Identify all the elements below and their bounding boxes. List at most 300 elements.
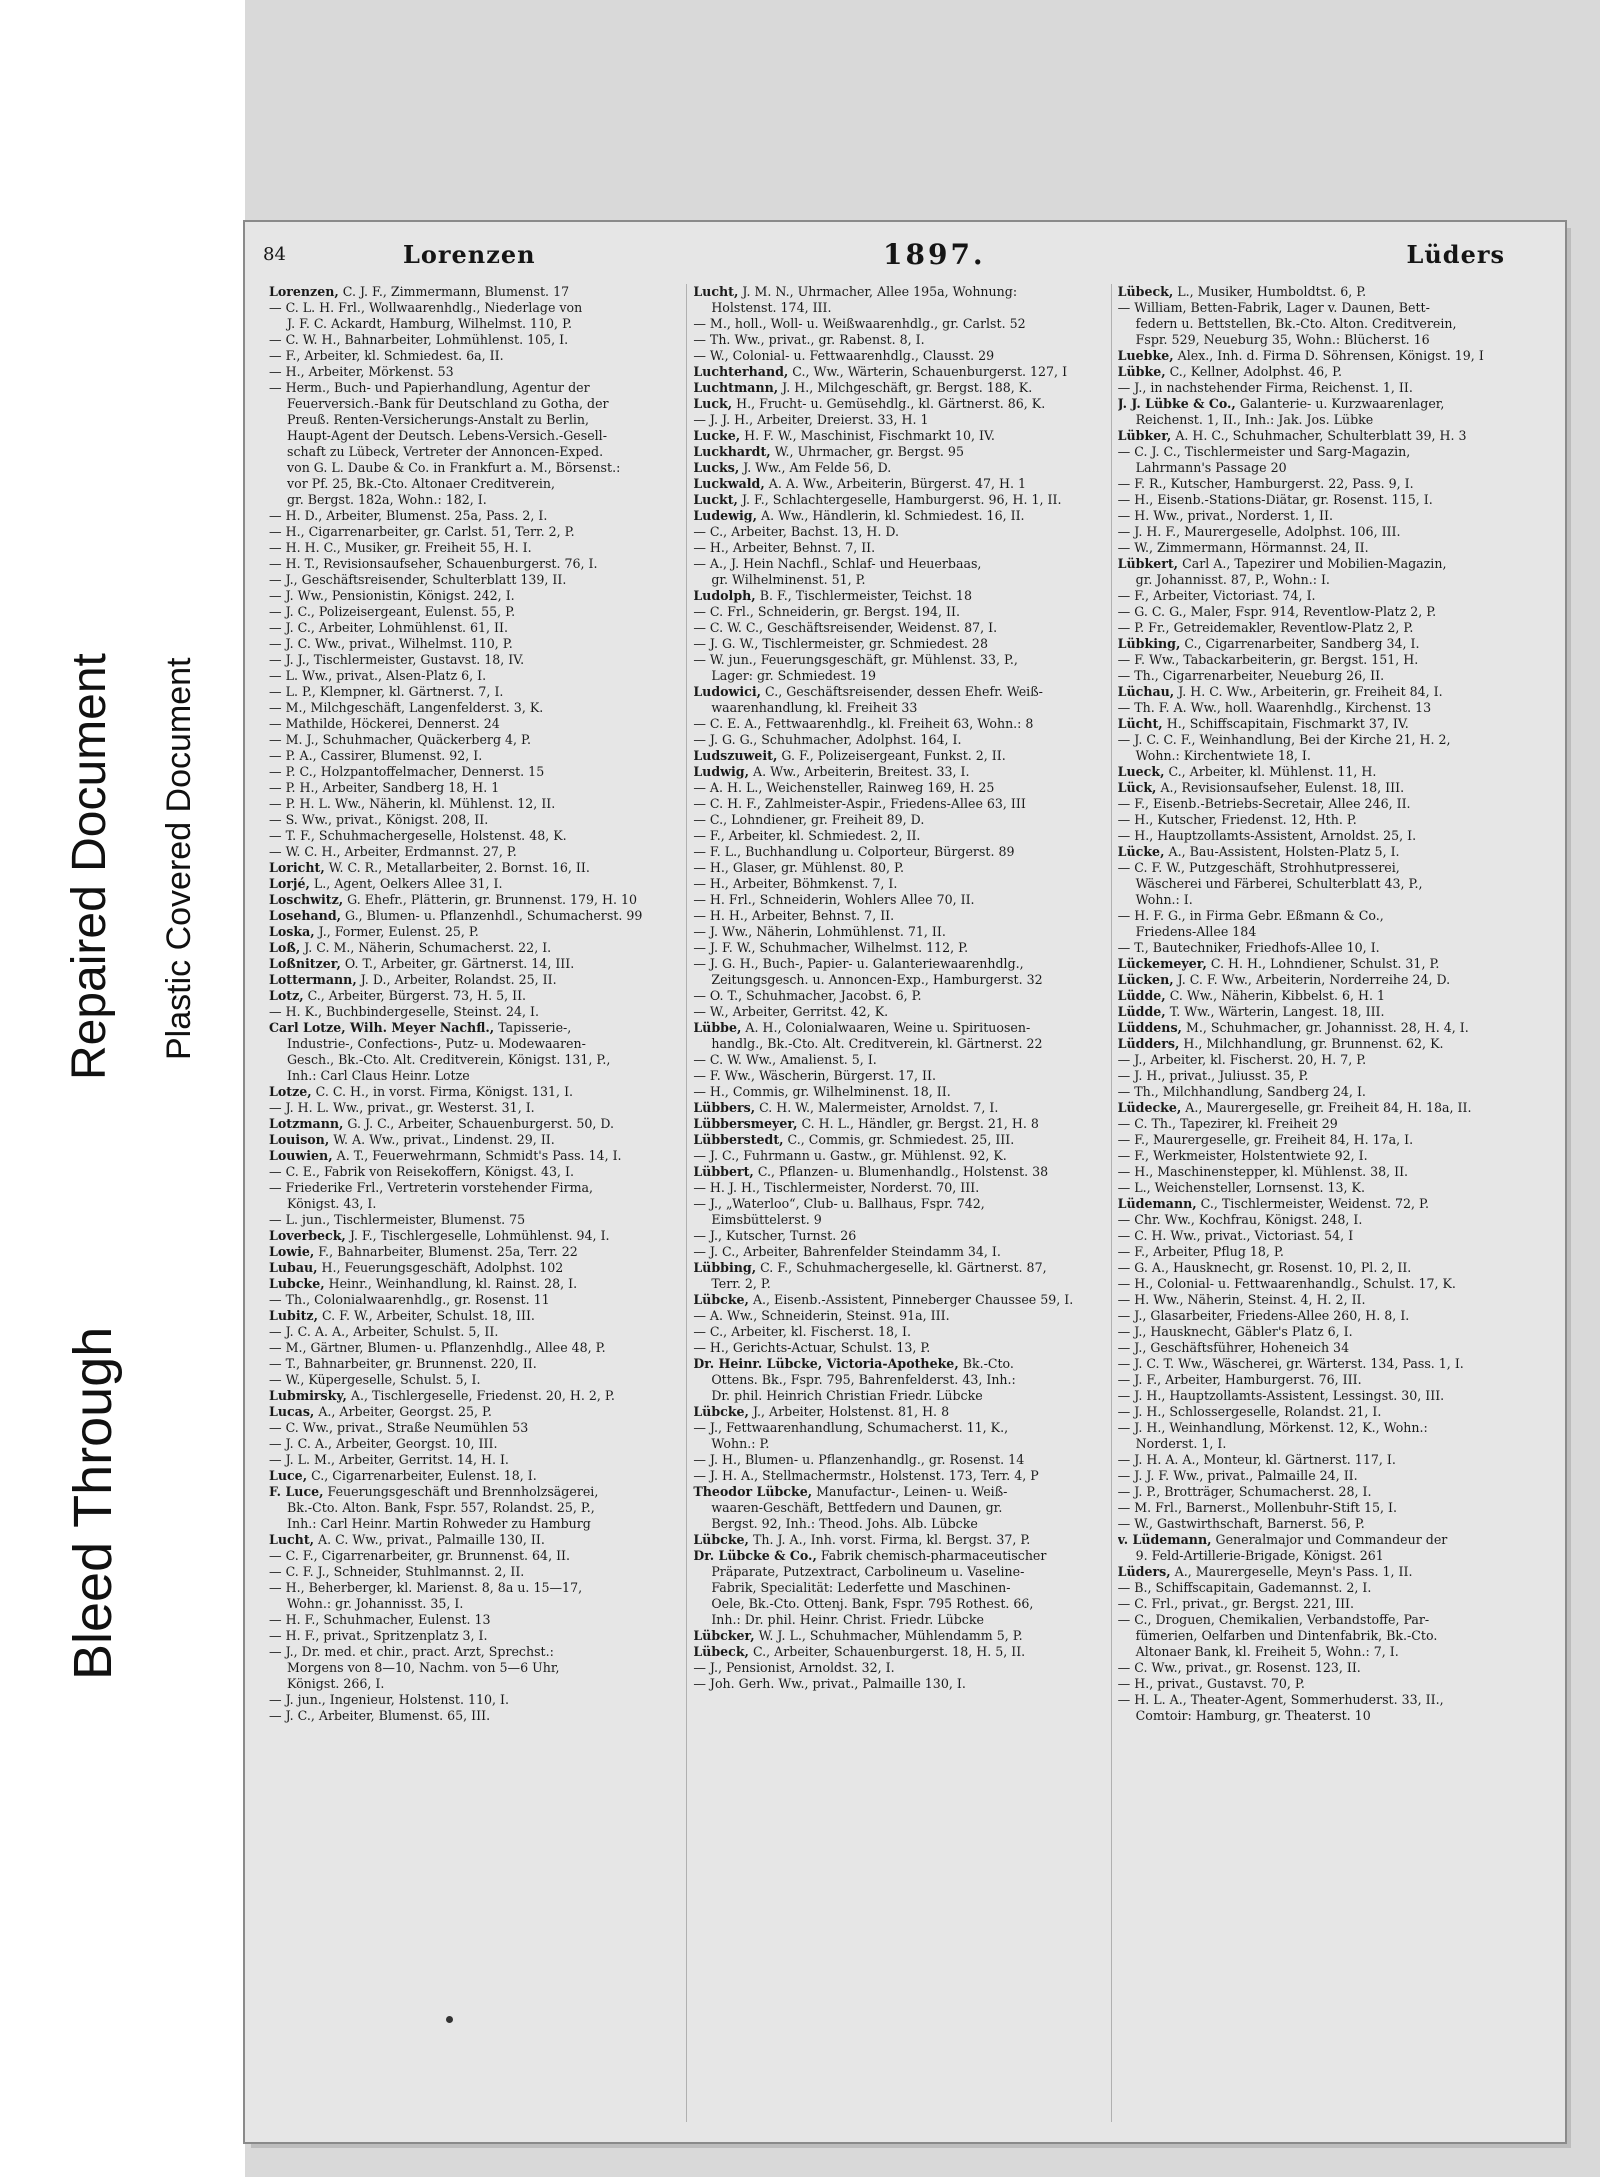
entry-text: — J., Dr. med. et chir., pract. Arzt, Sprechst.: bbox=[269, 1644, 554, 1659]
directory-entry bbox=[269, 1708, 680, 1724]
entry-text: C. H. H., Lohndiener, Schulst. 31, P. bbox=[1206, 956, 1440, 971]
directory-entry bbox=[693, 348, 1104, 364]
directory-entry bbox=[1118, 812, 1529, 828]
directory-entry bbox=[1118, 572, 1529, 588]
entry-surname: Lübeck, bbox=[1117, 284, 1174, 299]
entry-text: — A., J. Hein Nachfl., Schlaf- und Heuerbaas, bbox=[693, 556, 982, 571]
year-heading: 1897. bbox=[883, 238, 986, 271]
directory-entry bbox=[1118, 1324, 1529, 1340]
entry-text: J. Ww., Am Felde 56, D. bbox=[739, 460, 892, 475]
entry-text: W., Uhrmacher, gr. Bergst. 95 bbox=[770, 444, 964, 459]
entry-surname: Loß, bbox=[269, 940, 301, 955]
directory-entry bbox=[269, 428, 680, 444]
entry-surname: Lucas, bbox=[269, 1404, 315, 1419]
entry-text: A., Maurergeselle, Meyn's Pass. 1, II. bbox=[1170, 1564, 1413, 1579]
directory-entry bbox=[269, 444, 680, 460]
directory-entry bbox=[1118, 908, 1529, 924]
directory-entry bbox=[269, 1036, 680, 1052]
directory-entry bbox=[693, 780, 1104, 796]
entry-text: — C., Arbeiter, kl. Fischerst. 18, I. bbox=[693, 1324, 912, 1339]
entry-text: — J. C., Arbeiter, Bahrenfelder Steindamm 34, I. bbox=[693, 1244, 1001, 1259]
entry-text: — J. P., Brotträger, Schumacherst. 28, I. bbox=[1117, 1484, 1372, 1499]
directory-entry bbox=[269, 1596, 680, 1612]
entry-text: T. Ww., Wärterin, Langest. 18, III. bbox=[1165, 1004, 1385, 1019]
directory-entry bbox=[269, 1212, 680, 1228]
entry-text: — J. L. M., Arbeiter, Gerritst. 14, H. I. bbox=[269, 1452, 509, 1467]
entry-text: — J. C., Polizeisergeant, Eulenst. 55, P. bbox=[269, 604, 516, 619]
directory-entry bbox=[693, 1468, 1104, 1484]
entry-text: — S. Ww., privat., Königst. 208, II. bbox=[269, 812, 489, 827]
entry-text: J. D., Arbeiter, Rolandst. 25, II. bbox=[356, 972, 557, 987]
directory-entry bbox=[1118, 876, 1529, 892]
directory-entry bbox=[269, 636, 680, 652]
entry-text: — H. H., Arbeiter, Behnst. 7, II. bbox=[693, 908, 895, 923]
entry-text: — H., Commis, gr. Wilhelminenst. 18, II. bbox=[693, 1084, 951, 1099]
directory-entry bbox=[1118, 1036, 1529, 1052]
directory-entry bbox=[1118, 924, 1529, 940]
directory-entry bbox=[269, 924, 680, 940]
entry-text: — P. H., Arbeiter, Sandberg 18, H. 1 bbox=[269, 780, 500, 795]
entry-surname: Lorjé, bbox=[269, 876, 310, 891]
entry-text: — William, Betten-Fabrik, Lager v. Daunen, Bett- bbox=[1117, 300, 1430, 315]
directory-entry bbox=[693, 796, 1104, 812]
directory-entry bbox=[1118, 1436, 1529, 1452]
entry-text: waarenhandlung, kl. Freiheit 33 bbox=[711, 700, 918, 715]
entry-text: — A. Ww., Schneiderin, Steinst. 91a, III. bbox=[693, 1308, 950, 1323]
directory-entry bbox=[693, 956, 1104, 972]
entry-text: Wohn.: I. bbox=[1135, 892, 1193, 907]
directory-entry bbox=[1118, 348, 1529, 364]
directory-entry bbox=[1118, 860, 1529, 876]
entry-text: — F., Werkmeister, Holstentwiete 92, I. bbox=[1117, 1148, 1368, 1163]
directory-entry bbox=[269, 1548, 680, 1564]
directory-entry bbox=[693, 1116, 1104, 1132]
directory-entry bbox=[1118, 1660, 1529, 1676]
entry-text: A. A. Ww., Arbeiterin, Bürgerst. 47, H. 1 bbox=[764, 476, 1026, 491]
directory-entry bbox=[269, 1148, 680, 1164]
entry-text: — W., Colonial- u. Fettwaarenhdlg., Clausst. 29 bbox=[693, 348, 995, 363]
running-head-left: Lorenzen bbox=[403, 240, 536, 269]
directory-entry bbox=[693, 972, 1104, 988]
entry-text: — H. T., Revisionsaufseher, Schauenburgerst. 76, I. bbox=[269, 556, 598, 571]
directory-entry bbox=[1118, 524, 1529, 540]
entry-text: — J., Arbeiter, kl. Fischerst. 20, H. 7, P. bbox=[1117, 1052, 1367, 1067]
directory-entry bbox=[269, 572, 680, 588]
directory-entry bbox=[693, 716, 1104, 732]
directory-entry bbox=[693, 940, 1104, 956]
directory-entry bbox=[269, 908, 680, 924]
directory-entry bbox=[269, 1196, 680, 1212]
entry-text: C., Tischlermeister, Weidenst. 72, P. bbox=[1196, 1196, 1429, 1211]
entry-text: — F. Ww., Tabackarbeiterin, gr. Bergst. 151, H. bbox=[1117, 652, 1419, 667]
entry-text: — H., Eisenb.-Stations-Diätar, gr. Rosenst. 115, I. bbox=[1117, 492, 1433, 507]
directory-entry bbox=[269, 1484, 680, 1500]
entry-surname: Lübcker, bbox=[693, 1628, 755, 1643]
directory-entry bbox=[269, 1308, 680, 1324]
entry-text: gr. Bergst. 182a, Wohn.: 182, I. bbox=[287, 492, 487, 507]
directory-entry bbox=[1118, 380, 1529, 396]
directory-entry bbox=[269, 1228, 680, 1244]
entry-text: A., Revisionsaufseher, Eulenst. 18, III. bbox=[1156, 780, 1405, 795]
page-header bbox=[263, 238, 1535, 278]
entry-text: — H., Kutscher, Friedenst. 12, Hth. P. bbox=[1117, 812, 1357, 827]
entry-surname: Loßnitzer, bbox=[269, 956, 341, 971]
entry-text: A., Bau-Assistent, Holsten-Platz 5, I. bbox=[1164, 844, 1400, 859]
entry-text: vor Pf. 25, Bk.-Cto. Altonaer Creditverein, bbox=[287, 476, 555, 491]
directory-entry bbox=[693, 508, 1104, 524]
entry-text: schaft zu Lübeck, Vertreter der Annoncen-Exped. bbox=[287, 444, 604, 459]
entry-text: G. J. C., Arbeiter, Schauenburgerst. 50, D. bbox=[343, 1116, 615, 1131]
entry-text: — J. H., Weinhandlung, Mörkenst. 12, K., Wohn.: bbox=[1117, 1420, 1428, 1435]
directory-entry bbox=[269, 844, 680, 860]
entry-text: — A. H. L., Weichensteller, Rainweg 169, H. 25 bbox=[693, 780, 995, 795]
entry-text: Comtoir: Hamburg, gr. Theaterst. 10 bbox=[1135, 1708, 1371, 1723]
directory-entry bbox=[693, 700, 1104, 716]
entry-surname: Louwien, bbox=[269, 1148, 333, 1163]
entry-text: Gesch., Bk.-Cto. Alt. Creditverein, Königst. 131, P., bbox=[287, 1052, 611, 1067]
entry-surname: Lüddens, bbox=[1117, 1020, 1182, 1035]
entry-text: Eimsbüttelerst. 9 bbox=[711, 1212, 822, 1227]
directory-entry bbox=[1118, 748, 1529, 764]
entry-text: Zeitungsgesch. u. Annoncen-Exp., Hamburgerst. 32 bbox=[711, 972, 1043, 987]
directory-entry bbox=[693, 1420, 1104, 1436]
directory-entry bbox=[693, 1580, 1104, 1596]
entry-text: O. T., Arbeiter, gr. Gärtnerst. 14, III. bbox=[340, 956, 575, 971]
entry-surname: Lückemeyer, bbox=[1117, 956, 1207, 971]
directory-entry bbox=[693, 764, 1104, 780]
entry-surname: Lübcke, bbox=[693, 1532, 749, 1547]
entry-text: Galanterie- u. Kurzwaarenlager, bbox=[1235, 396, 1445, 411]
directory-entry bbox=[693, 876, 1104, 892]
entry-text: — C. Ww., privat., gr. Rosenst. 123, II. bbox=[1117, 1660, 1361, 1675]
entry-text: — H., Gerichts-Actuar, Schulst. 13, P. bbox=[693, 1340, 931, 1355]
entry-text: — J. C. A., Arbeiter, Georgst. 10, III. bbox=[269, 1436, 498, 1451]
entry-text: — H. J. H., Tischlermeister, Norderst. 70, III. bbox=[693, 1180, 980, 1195]
entry-surname: Luchterhand, bbox=[693, 364, 789, 379]
directory-entry bbox=[693, 1660, 1104, 1676]
entry-surname: Lübbe, bbox=[693, 1020, 742, 1035]
directory-entry bbox=[1118, 780, 1529, 796]
directory-entry bbox=[693, 1532, 1104, 1548]
directory-entry bbox=[269, 940, 680, 956]
entry-text: Inh.: Carl Heinr. Martin Rohweder zu Hamburg bbox=[287, 1516, 591, 1531]
entry-text: M., Schuhmacher, gr. Johannisst. 28, H. 4, I. bbox=[1181, 1020, 1469, 1035]
entry-text: J. F. C. Ackardt, Hamburg, Wilhelmst. 110, P. bbox=[287, 316, 572, 331]
entry-text: — W., Küpergeselle, Schulst. 5, I. bbox=[269, 1372, 481, 1387]
entry-surname: Loverbeck, bbox=[269, 1228, 346, 1243]
entry-text: gr. Johannisst. 87, P., Wohn.: I. bbox=[1135, 572, 1330, 587]
directory-entry bbox=[693, 1340, 1104, 1356]
entry-surname: Lucht, bbox=[693, 284, 739, 299]
entry-surname: Ludewig, bbox=[693, 508, 757, 523]
directory-entry bbox=[269, 1180, 680, 1196]
entry-surname: Luckhardt, bbox=[693, 444, 771, 459]
entry-text: — P. A., Cassirer, Blumenst. 92, I. bbox=[269, 748, 483, 763]
directory-entry bbox=[269, 1052, 680, 1068]
directory-entry bbox=[1118, 1052, 1529, 1068]
directory-entry bbox=[693, 636, 1104, 652]
directory-entry bbox=[693, 1564, 1104, 1580]
directory-entry bbox=[269, 812, 680, 828]
directory-entry bbox=[269, 364, 680, 380]
entry-text: Fabrik, Specialität: Lederfette und Maschinen- bbox=[711, 1580, 1011, 1595]
entry-text: Haupt-Agent der Deutsch. Lebens-Versich.-Gesell- bbox=[287, 428, 607, 443]
entry-text: — H. Ww., Näherin, Steinst. 4, H. 2, II. bbox=[1117, 1292, 1366, 1307]
entry-surname: Lübberstedt, bbox=[693, 1132, 784, 1147]
entry-text: J. H. C. Ww., Arbeiterin, gr. Freiheit 84, I. bbox=[1174, 684, 1443, 699]
entry-text: — F., Arbeiter, Pflug 18, P. bbox=[1117, 1244, 1284, 1259]
entry-text: — H., Maschinenstepper, kl. Mühlenst. 38, II. bbox=[1117, 1164, 1409, 1179]
entry-surname: Luebke, bbox=[1117, 348, 1174, 363]
entry-text: J., Former, Eulenst. 25, P. bbox=[314, 924, 479, 939]
entry-text: — M., Milchgeschäft, Langenfelderst. 3, K. bbox=[269, 700, 544, 715]
directory-entry bbox=[1118, 1148, 1529, 1164]
directory-entry bbox=[693, 1644, 1104, 1660]
entry-text: — J. H. L. Ww., privat., gr. Westerst. 31, I. bbox=[269, 1100, 535, 1115]
directory-entry bbox=[1118, 1100, 1529, 1116]
directory-entry bbox=[269, 284, 680, 300]
directory-entry bbox=[693, 1196, 1104, 1212]
entry-text: — J. C. C. F., Weinhandlung, Bei der Kirche 21, H. 2, bbox=[1117, 732, 1451, 747]
entry-text: — L. P., Klempner, kl. Gärtnerst. 7, I. bbox=[269, 684, 504, 699]
directory-entry bbox=[269, 1164, 680, 1180]
entry-text: A., Tischlergeselle, Friedenst. 20, H. 2, P. bbox=[346, 1388, 615, 1403]
directory-entry bbox=[693, 1516, 1104, 1532]
directory-entry bbox=[693, 1324, 1104, 1340]
directory-entry bbox=[1118, 1708, 1529, 1724]
directory-entry bbox=[1118, 460, 1529, 476]
margin-area bbox=[0, 0, 245, 2177]
directory-entry bbox=[269, 1020, 680, 1036]
directory-columns bbox=[263, 284, 1535, 2122]
directory-entry bbox=[1118, 1388, 1529, 1404]
entry-surname: Lüdecke, bbox=[1117, 1100, 1182, 1115]
directory-entry bbox=[693, 556, 1104, 572]
scanned-page bbox=[245, 222, 1565, 2142]
entry-text: — F., Maurergeselle, gr. Freiheit 84, H. 17a, I. bbox=[1117, 1132, 1414, 1147]
entry-text: — L., Weichensteller, Lornsenst. 13, K. bbox=[1117, 1180, 1365, 1195]
entry-text: — J. F., Arbeiter, Hamburgerst. 76, III. bbox=[1117, 1372, 1362, 1387]
directory-entry bbox=[693, 1676, 1104, 1692]
directory-entry bbox=[269, 748, 680, 764]
entry-surname: v. Lüdemann, bbox=[1117, 1532, 1212, 1547]
entry-surname: Lübbert, bbox=[693, 1164, 754, 1179]
directory-entry bbox=[693, 1612, 1104, 1628]
label-plastic-covered-document: Plastic Covered Document bbox=[160, 657, 198, 1060]
directory-entry bbox=[269, 316, 680, 332]
directory-entry bbox=[693, 668, 1104, 684]
directory-entry bbox=[693, 1276, 1104, 1292]
directory-entry bbox=[269, 396, 680, 412]
directory-entry bbox=[1118, 972, 1529, 988]
entry-text: — J. F. W., Schuhmacher, Wilhelmst. 112, P. bbox=[693, 940, 969, 955]
directory-entry bbox=[693, 524, 1104, 540]
directory-entry bbox=[1118, 1596, 1529, 1612]
directory-entry bbox=[693, 428, 1104, 444]
directory-entry bbox=[269, 780, 680, 796]
entry-text: — J. C. A. A., Arbeiter, Schulst. 5, II. bbox=[269, 1324, 499, 1339]
entry-text: C. F., Schuhmachergeselle, kl. Gärtnerst. 87, bbox=[756, 1260, 1047, 1275]
entry-text: Bergst. 92, Inh.: Theod. Johs. Alb. Lübcke bbox=[711, 1516, 978, 1531]
directory-entry bbox=[269, 460, 680, 476]
entry-text: — C. W. Ww., Amalienst. 5, I. bbox=[693, 1052, 877, 1067]
directory-entry bbox=[269, 1100, 680, 1116]
directory-entry bbox=[693, 540, 1104, 556]
entry-text: J. H., Milchgeschäft, gr. Bergst. 188, K. bbox=[778, 380, 1033, 395]
directory-entry bbox=[693, 380, 1104, 396]
entry-surname: Ludolph, bbox=[693, 588, 756, 603]
entry-text: Inh.: Carl Claus Heinr. Lotze bbox=[287, 1068, 470, 1083]
directory-entry bbox=[269, 1388, 680, 1404]
entry-surname: Lubitz, bbox=[269, 1308, 318, 1323]
entry-text: — C. Frl., Schneiderin, gr. Bergst. 194, II. bbox=[693, 604, 960, 619]
directory-entry bbox=[269, 1580, 680, 1596]
entry-text: — J., in nachstehender Firma, Reichenst. 1, II. bbox=[1117, 380, 1413, 395]
entry-text: — J. G. W., Tischlermeister, gr. Schmiedest. 28 bbox=[693, 636, 988, 651]
entry-surname: Lübcke, bbox=[693, 1292, 749, 1307]
entry-text: — O. T., Schuhmacher, Jacobst. 6, P. bbox=[693, 988, 922, 1003]
directory-entry bbox=[1118, 1484, 1529, 1500]
directory-entry bbox=[269, 492, 680, 508]
entry-text: — J., Pensionist, Arnoldst. 32, I. bbox=[693, 1660, 895, 1675]
directory-entry bbox=[693, 572, 1104, 588]
directory-entry bbox=[693, 1164, 1104, 1180]
directory-entry bbox=[693, 1372, 1104, 1388]
entry-surname: Lotz, bbox=[269, 988, 304, 1003]
directory-entry bbox=[1118, 444, 1529, 460]
entry-surname: Lücht, bbox=[1117, 716, 1163, 731]
directory-entry bbox=[693, 908, 1104, 924]
entry-text: J. M. N., Uhrmacher, Allee 195a, Wohnung: bbox=[738, 284, 1018, 299]
entry-text: Dr. phil. Heinrich Christian Friedr. Lübcke bbox=[711, 1388, 983, 1403]
entry-text: C. C. H., in vorst. Firma, Königst. 131, I. bbox=[311, 1084, 574, 1099]
entry-text: — Th., Milchhandlung, Sandberg 24, I. bbox=[1117, 1084, 1366, 1099]
directory-entry bbox=[1118, 1020, 1529, 1036]
directory-entry bbox=[1118, 700, 1529, 716]
entry-surname: Ludowici, bbox=[693, 684, 762, 699]
directory-entry bbox=[693, 1036, 1104, 1052]
directory-entry bbox=[1118, 1644, 1529, 1660]
directory-entry bbox=[269, 540, 680, 556]
entry-surname: Lueck, bbox=[1117, 764, 1165, 779]
directory-entry bbox=[1118, 540, 1529, 556]
entry-text: — T., Bahnarbeiter, gr. Brunnenst. 220, II. bbox=[269, 1356, 537, 1371]
directory-entry bbox=[269, 412, 680, 428]
entry-text: — C. W. H., Bahnarbeiter, Lohmühlenst. 105, I. bbox=[269, 332, 569, 347]
directory-entry bbox=[693, 1180, 1104, 1196]
entry-text: — F. Ww., Wäscherin, Bürgerst. 17, II. bbox=[693, 1068, 936, 1083]
entry-text: — Th., Cigarrenarbeiter, Neueburg 26, II. bbox=[1117, 668, 1385, 683]
entry-text: Morgens von 8—10, Nachm. von 5—6 Uhr, bbox=[287, 1660, 560, 1675]
entry-surname: F. Luce, bbox=[269, 1484, 324, 1499]
entry-text: Altonaer Bank, kl. Freiheit 5, Wohn.: 7, I. bbox=[1135, 1644, 1399, 1659]
entry-surname: Lucht, bbox=[269, 1532, 315, 1547]
entry-surname: Lotzmann, bbox=[269, 1116, 344, 1131]
entry-text: Oele, Bk.-Cto. Ottenj. Bank, Fspr. 795 Rothest. 66, bbox=[711, 1596, 1034, 1611]
entry-text: C., Arbeiter, Bürgerst. 73, H. 5, II. bbox=[303, 988, 527, 1003]
directory-entry bbox=[269, 1340, 680, 1356]
entry-text: — H., Hauptzollamts-Assistent, Arnoldst. 25, I. bbox=[1117, 828, 1417, 843]
entry-text: Tapisserie-, bbox=[494, 1020, 572, 1035]
directory-entry bbox=[269, 1356, 680, 1372]
directory-entry bbox=[693, 412, 1104, 428]
entry-surname: Lüdde, bbox=[1117, 1004, 1166, 1019]
entry-text: — C., Arbeiter, Bachst. 13, H. D. bbox=[693, 524, 900, 539]
entry-text: J. F., Tischlergeselle, Lohmühlenst. 94, I. bbox=[345, 1228, 610, 1243]
entry-text: C. F. W., Arbeiter, Schulst. 18, III. bbox=[317, 1308, 535, 1323]
entry-surname: Lubcke, bbox=[269, 1276, 325, 1291]
entry-text: — G. A., Hausknecht, gr. Rosenst. 10, Pl. 2, II. bbox=[1117, 1260, 1412, 1275]
directory-entry bbox=[693, 1148, 1104, 1164]
directory-entry bbox=[1118, 1676, 1529, 1692]
directory-entry bbox=[269, 700, 680, 716]
directory-entry bbox=[1118, 412, 1529, 428]
directory-entry bbox=[269, 956, 680, 972]
directory-entry bbox=[693, 284, 1104, 300]
directory-entry bbox=[269, 1660, 680, 1676]
directory-entry bbox=[1118, 636, 1529, 652]
entry-text: — J. H. F., Maurergeselle, Adolphst. 106, III. bbox=[1117, 524, 1401, 539]
entry-text: — J. C. Ww., privat., Wilhelmst. 110, P. bbox=[269, 636, 513, 651]
entry-surname: Luckwald, bbox=[693, 476, 765, 491]
directory-entry bbox=[693, 300, 1104, 316]
entry-text: H., Milchhandlung, gr. Brunnenst. 62, K. bbox=[1179, 1036, 1444, 1051]
entry-text: von G. L. Daube & Co. in Frankfurt a. M., Börsenst.: bbox=[287, 460, 621, 475]
entry-surname: Luchtmann, bbox=[693, 380, 779, 395]
entry-text: Fabrik chemisch-pharmaceutischer bbox=[816, 1548, 1047, 1563]
entry-text: — H., Arbeiter, Behnst. 7, II. bbox=[693, 540, 876, 555]
entry-surname: Carl Lotze, Wilh. Meyer Nachfl., bbox=[269, 1020, 495, 1035]
entry-text: Königst. 43, I. bbox=[287, 1196, 377, 1211]
entry-text: — J. C., Arbeiter, Blumenst. 65, III. bbox=[269, 1708, 491, 1723]
directory-entry bbox=[693, 860, 1104, 876]
entry-surname: J. J. Lübke & Co., bbox=[1117, 396, 1236, 411]
entry-text: Alex., Inh. d. Firma D. Söhrensen, Königst. 19, I bbox=[1173, 348, 1484, 363]
directory-entry bbox=[269, 1372, 680, 1388]
directory-entry bbox=[1118, 316, 1529, 332]
entry-text: W. A. Ww., privat., Lindenst. 29, II. bbox=[329, 1132, 555, 1147]
directory-entry bbox=[1118, 1004, 1529, 1020]
directory-entry bbox=[269, 828, 680, 844]
directory-entry bbox=[693, 1084, 1104, 1100]
entry-surname: Lübbersmeyer, bbox=[693, 1116, 798, 1131]
entry-surname: Ludszuweit, bbox=[693, 748, 778, 763]
entry-text: — H. F. G., in Firma Gebr. Eßmann & Co., bbox=[1117, 908, 1384, 923]
entry-text: — H. F., privat., Spritzenplatz 3, I. bbox=[269, 1628, 488, 1643]
entry-text: — C., Lohndiener, gr. Freiheit 89, D. bbox=[693, 812, 925, 827]
directory-entry bbox=[269, 684, 680, 700]
directory-entry bbox=[1118, 764, 1529, 780]
entry-surname: Loschwitz, bbox=[269, 892, 344, 907]
directory-entry bbox=[269, 1420, 680, 1436]
entry-surname: Loska, bbox=[269, 924, 315, 939]
directory-entry bbox=[1118, 1404, 1529, 1420]
directory-entry bbox=[693, 1100, 1104, 1116]
directory-entry bbox=[269, 1244, 680, 1260]
entry-text: — H. F., Schuhmacher, Eulenst. 13 bbox=[269, 1612, 491, 1627]
directory-entry bbox=[1118, 620, 1529, 636]
ink-spot bbox=[446, 2016, 453, 2023]
entry-text: Bk.-Cto. bbox=[958, 1356, 1014, 1371]
directory-entry bbox=[1118, 828, 1529, 844]
entry-text: C., Arbeiter, Schauenburgerst. 18, H. 5, II. bbox=[748, 1644, 1026, 1659]
directory-entry bbox=[1118, 396, 1529, 412]
directory-entry bbox=[693, 620, 1104, 636]
entry-text: — C., Droguen, Chemikalien, Verbandstoffe, Par- bbox=[1117, 1612, 1430, 1627]
directory-entry bbox=[269, 1404, 680, 1420]
entry-text: — C. Frl., privat., gr. Bergst. 221, III. bbox=[1117, 1596, 1355, 1611]
directory-entry bbox=[1118, 1372, 1529, 1388]
